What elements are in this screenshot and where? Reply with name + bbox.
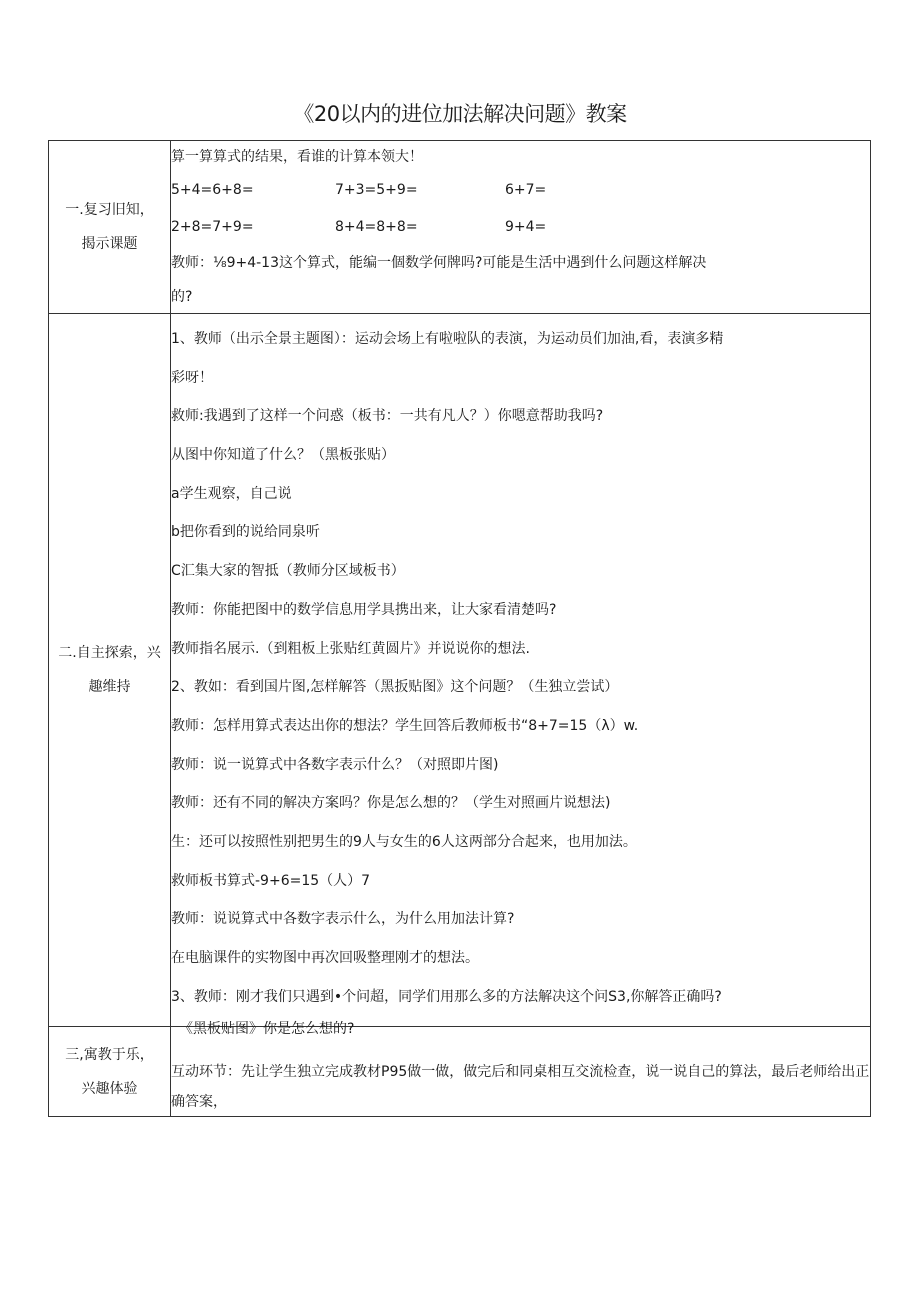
section-label-line: 兴趣体验: [81, 1080, 138, 1097]
content-line: 教师：怎样用算式表达出你的想法？学生回答后教师板书“8+7=15（λ）w.: [171, 717, 639, 734]
content-line: 1、教师（出示全景主题图）：运动会场上有啦啦队的表演，为运动员们加油,看，表演多精: [171, 331, 724, 347]
content-line: 教师：你能把图中的数学信息用学具携出来，让大家看清楚吗?: [171, 601, 557, 618]
section-label-line: 趣维持: [88, 679, 131, 695]
content-line: 在电脑课件的实物图中再次回吸整理刚才的想法。: [171, 950, 479, 966]
content-line: 教师：还有不同的解决方案吗？你是怎么想的？（学生对照画片说想法): [171, 795, 611, 812]
section-label: [49, 314, 171, 1027]
section-text-block: [171, 314, 870, 1038]
equation: 6+7=: [505, 181, 547, 198]
content-line: 救师板书算式-9+6=15（人）7: [171, 872, 371, 889]
clipped-line: 《黑板贴图》你是怎么想的?: [179, 1021, 355, 1038]
document-title: 《20以内的进位加法解决问题》教案: [293, 102, 627, 126]
intro-text: 算一算算式的结果，看谁的计算本领大！: [171, 148, 423, 165]
section-label: [49, 141, 171, 314]
content-line: 教师：说说算式中各数字表示什么，为什么用加法计算?: [171, 911, 515, 928]
lesson-plan-table: [48, 140, 871, 1117]
teacher-question-end: 的?: [171, 289, 193, 306]
content-line: 3、教师：刚才我们只遇到•个问超，同学们用那么多的方法解决这个问S3,你解答正确吗?: [171, 988, 722, 1005]
content-line: 救师:我遇到了这样一个问惑（板书：一共有凡人？）你嗯意帮助我吗?: [171, 408, 604, 425]
section-label-line: 三,寓教于乐，: [65, 1046, 154, 1063]
section-content: [171, 141, 871, 314]
content-paragraph: 互动环节：先让学生独立完成教材P95做一做，做完后和同桌相互交流检查，说一说自己的算法，最后老师给出正确答案，: [171, 1063, 870, 1110]
section-label-line: 一.复习旧知，: [65, 202, 154, 218]
equation: 5+4=6+8=: [171, 181, 254, 198]
teacher-question: 教师：⅛9+4-13这个算式，能编一個数学何牌吗?可能是生活中遇到什么问题这样解决: [171, 255, 707, 272]
table-row: [49, 314, 871, 1027]
section-label-line: 揭示课题: [81, 236, 138, 252]
equation-row: [171, 172, 870, 209]
section-label-line: 二.自主探索，兴: [58, 645, 161, 661]
equation: 2+8=7+9=: [171, 218, 254, 235]
content-line: 教师：说一说算式中各数字表示什么？（对照即片图): [171, 756, 499, 773]
section-content: [171, 314, 871, 1038]
section-content: [171, 1027, 871, 1117]
equation: 9+4=: [505, 218, 547, 235]
table-row: [49, 141, 871, 314]
content-line: C汇集大家的智抵（教师分区域板书）: [171, 563, 405, 580]
content-line: a学生观察，自己说: [171, 485, 292, 502]
content-line: 教师指名展示.（到粗板上张贴红黄圆片》并说说你的想法.: [171, 640, 530, 657]
equation-row: [171, 209, 870, 246]
equation: 7+3=5+9=: [335, 181, 418, 198]
table-row: [49, 1027, 871, 1117]
content-line: 生：还可以按照性别把男生的9人与女生的6人这两部分合起来，也用加法。: [171, 833, 637, 850]
content-line: 彩呀！: [171, 369, 213, 386]
content-line: 从图中你知道了什么？（黑板张贴）: [171, 447, 395, 464]
section-label: [49, 1027, 171, 1117]
content-line: b把你看到的说给同泉听: [171, 524, 320, 541]
equation: 8+4=8+8=: [335, 218, 418, 235]
content-line: 2、教如：看到国片图,怎样解答（黑扳贴图》这个问题？（生独立尝试）: [171, 679, 619, 696]
